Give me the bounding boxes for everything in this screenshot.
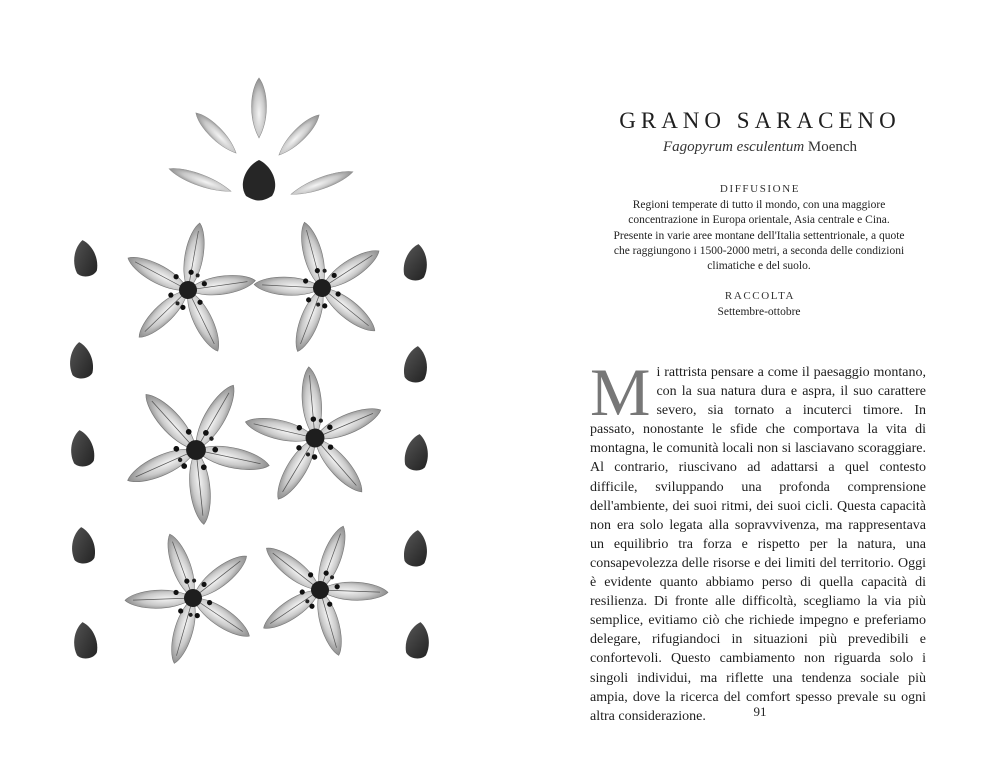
drop-cap: M bbox=[590, 354, 651, 430]
section-heading-raccolta: RACCOLTA bbox=[724, 290, 796, 302]
flower-4 bbox=[238, 361, 391, 508]
diffusione-line: che raggiungono i 1500-2000 metri, a seconda delle condizioni bbox=[613, 244, 905, 257]
top-petal-cluster bbox=[167, 78, 355, 201]
page-number: 91 bbox=[753, 704, 767, 719]
flower-5 bbox=[106, 511, 277, 678]
diffusione-line: concentrazione in Europa orientale, Asia centrale e Cina. bbox=[628, 214, 890, 227]
flower-1 bbox=[111, 211, 266, 361]
entry-title: GRANO SARACENO bbox=[619, 108, 901, 133]
scientific-name: Fagopyrum esculentum bbox=[662, 139, 805, 155]
flower-3 bbox=[99, 348, 298, 544]
section-heading-diffusione: DIFFUSIONE bbox=[719, 183, 801, 195]
diffusione-line: climatiche e del suolo. bbox=[707, 260, 811, 273]
diffusione-line: Regioni temperate di tutto il mondo, con una maggiore bbox=[632, 199, 886, 211]
flower-6 bbox=[236, 503, 407, 670]
scientific-author: Moench bbox=[807, 139, 858, 155]
diffusione-line: Presente in varie aree montane dell'Italia settentrionale, a quote bbox=[613, 229, 905, 242]
section-body-raccolta bbox=[580, 305, 938, 320]
entry-scientific-name bbox=[500, 139, 1000, 156]
flower-2 bbox=[239, 205, 403, 364]
raccolta-line: Settembre-ottobre bbox=[717, 306, 801, 318]
section-body-diffusione bbox=[580, 198, 938, 274]
right-seed-column bbox=[402, 243, 432, 660]
body-paragraph bbox=[590, 354, 926, 726]
left-seed-column bbox=[68, 239, 99, 660]
right-page-text bbox=[500, 0, 1000, 768]
body-text: i rattrista pensare a come il paesaggio montano, con la sua natura dura e aspra, il suo carattere severo, sia tornato a incuterci timore. In passato, nonostante le sfide che comportava la vita di montagna, le comunità locali non si lasciavano scoraggiare. Al contrario, riuscivano ad adattarsi a quel contesto difficile, sviluppando una profonda comprensione dell'ambiente, dei suoi ritmi, dei suoi cicli. Questa capacità non era solo legata alla sopravvivenza, ma rappresentava un equilibrio tra forza e rispetto per la natura, una consapevolezza delle risorse e dei limiti del territorio. Oggi è evidente quanto abbiamo perso di quella capacità di resilienza. Di fronte alle difficoltà, scegliamo la via più semplice, evitiamo ciò che richiede impegno e preferiamo delegare, rifugiandoci in situazioni più prevedibili e confortevoli. Questo cambiamento non riguarda solo i singoli individui, ma riflette una tendenza sociale più ampia, dove la ricerca del comfort spesso prevale su ogni altra considerazione. bbox=[590, 365, 926, 724]
